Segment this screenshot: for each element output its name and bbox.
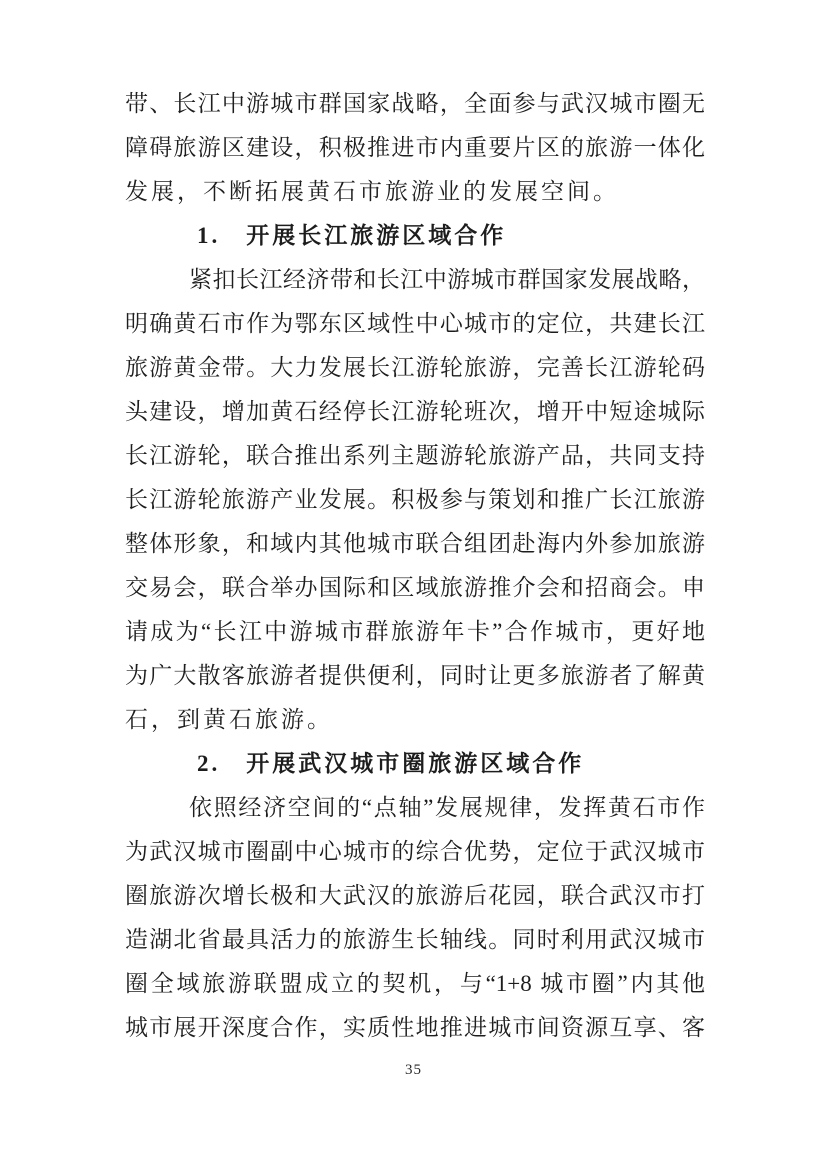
text-line: 城市展开深度合作，实质性地推进城市间资源互享、客 [125, 1015, 705, 1040]
text-line: 整体形象，和域内其他城市联合组团赴海内外参加旅游 [125, 531, 705, 556]
text-line: 头建设，增加黄石经停长江游轮班次，增开中短途城际 [125, 399, 705, 424]
text-line: 带、长江中游城市群国家战略，全面参与武汉城市圈无 [125, 91, 705, 116]
page-number: 35 [405, 1062, 422, 1078]
text-line: 圈旅游次增长极和大武汉的旅游后花园，联合武汉市打 [125, 883, 705, 908]
text-line: 障碍旅游区建设，积极推进市内重要片区的旅游一体化 [125, 135, 705, 160]
text-line: 为广大散客旅游者提供便利，同时让更多旅游者了解黄 [125, 663, 705, 688]
text-line: 圈全域旅游联盟成立的契机，与“1+8 城市圈”内其他 [125, 971, 705, 996]
text-line: 依照经济空间的“点轴”发展规律，发挥黄石市作 [189, 795, 705, 820]
text-line: 发展，不断拓展黄石市旅游业的发展空间。 [125, 179, 619, 204]
text-line: 长江游轮旅游产业发展。积极参与策划和推广长江旅游 [125, 487, 705, 512]
text-line: 请成为“长江中游城市群旅游年卡”合作城市，更好地 [125, 619, 705, 644]
text-line: 石，到黄石旅游。 [125, 707, 333, 732]
text-block [125, 82, 705, 1050]
text-line: 旅游黄金带。大力发展长江游轮旅游，完善长江游轮码 [125, 355, 705, 380]
text-line: 紧扣长江经济带和长江中游城市群国家发展战略， [189, 267, 705, 292]
text-line: 造湖北省最具活力的旅游生长轴线。同时利用武汉城市 [125, 927, 705, 952]
section-heading-2: 2. 开展武汉城市圈旅游区域合作 [197, 751, 585, 776]
text-line: 为武汉城市圈副中心城市的综合优势，定位于武汉城市 [125, 839, 705, 864]
text-line: 交易会，联合举办国际和区域旅游推介会和招商会。申 [125, 575, 705, 600]
text-line: 长江游轮，联合推出系列主题游轮旅游产品，共同支持 [125, 443, 705, 468]
text-line: 明确黄石市作为鄂东区域性中心城市的定位，共建长江 [125, 311, 705, 336]
section-heading-1: 1. 开展长江旅游区域合作 [197, 223, 507, 248]
